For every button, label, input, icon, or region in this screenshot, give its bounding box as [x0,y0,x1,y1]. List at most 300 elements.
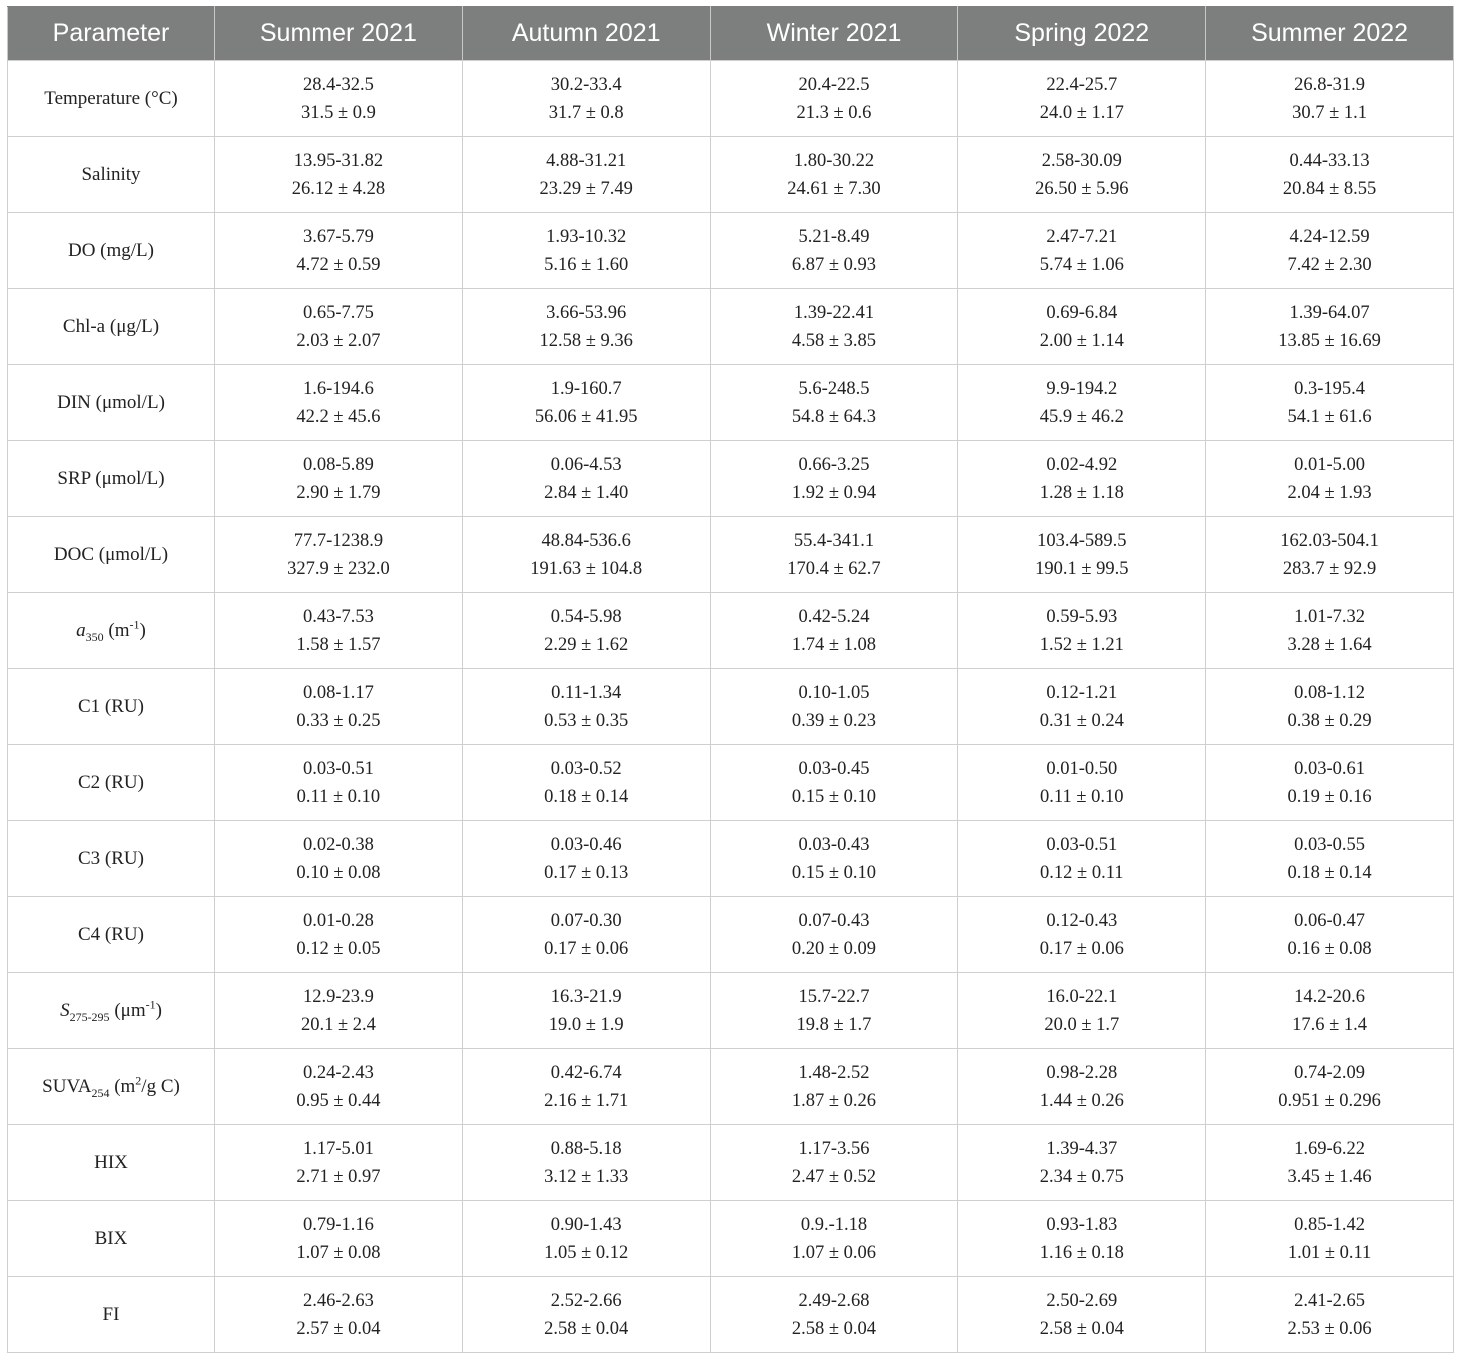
value-mean-sd: 0.19 ± 0.16 [1287,786,1372,807]
parameter-label-main: DIN (μmol/L) [57,391,165,413]
value-range: 0.43-7.53 [302,606,374,627]
value-mean-sd: 5.16 ± 1.60 [544,254,629,275]
value-mean-sd: 54.1 ± 61.6 [1287,406,1372,427]
value-mean-sd: 5.74 ± 1.06 [1039,254,1124,275]
value-mean-sd: 0.12 ± 0.05 [296,938,381,959]
value-cell [1206,1277,1454,1353]
value-cell [215,441,463,517]
value-mean-sd: 6.87 ± 0.93 [791,254,877,275]
value-range: 1.69-6.22 [1294,1138,1366,1159]
value-range: 5.6-248.5 [798,378,870,399]
table-row [8,1201,1454,1277]
value-mean-sd: 19.0 ± 1.9 [548,1014,624,1035]
value-range: 48.84-536.6 [541,530,631,551]
value-range: 2.49-2.68 [798,1290,870,1311]
parameter-label [8,61,215,137]
value-cell [215,1201,463,1277]
parameter-label-main: C4 (RU) [78,923,144,945]
value-range: 1.93-10.32 [546,226,627,247]
value-cell [958,517,1206,593]
value-range: 2.50-2.69 [1046,1290,1118,1311]
parameter-label [8,517,215,593]
value-cell [215,517,463,593]
value-mean-sd: 0.12 ± 0.11 [1040,862,1124,883]
value-cell [958,441,1206,517]
value-cell [462,973,710,1049]
value-cell [710,593,958,669]
table-row [8,821,1454,897]
value-cell [462,517,710,593]
value-mean-sd: 42.2 ± 45.6 [296,406,381,427]
value-mean-sd: 2.00 ± 1.14 [1039,330,1124,351]
value-range: 0.08-1.12 [1294,682,1366,703]
value-mean-sd: 0.11 ± 0.10 [296,786,381,807]
value-cell [958,593,1206,669]
value-cell [462,1125,710,1201]
value-mean-sd: 2.90 ± 1.79 [296,482,381,503]
value-range: 0.01-0.50 [1046,758,1118,779]
value-cell [215,1125,463,1201]
value-mean-sd: 31.5 ± 0.9 [300,102,376,123]
value-mean-sd: 327.9 ± 232.0 [287,558,390,579]
value-cell [1206,593,1454,669]
parameter-label [8,897,215,973]
value-range: 0.88-5.18 [550,1138,622,1159]
value-cell [1206,1125,1454,1201]
table-row [8,669,1454,745]
value-cell [710,1049,958,1125]
value-cell [462,1201,710,1277]
value-range: 0.12-1.21 [1046,682,1118,703]
value-mean-sd: 2.03 ± 2.07 [296,330,381,351]
value-mean-sd: 1.05 ± 0.12 [544,1242,629,1263]
table-row [8,897,1454,973]
value-range: 0.59-5.93 [1046,606,1118,627]
value-cell [215,897,463,973]
value-range: 0.02-4.92 [1046,454,1118,475]
value-range: 2.41-2.65 [1294,1290,1366,1311]
value-mean-sd: 1.28 ± 1.18 [1039,482,1124,503]
value-cell [710,669,958,745]
value-cell [710,1125,958,1201]
value-cell [710,365,958,441]
value-range: 2.58-30.09 [1041,150,1122,171]
value-range: 0.03-0.51 [1046,834,1118,855]
parameter-label [8,593,215,669]
value-range: 0.93-1.83 [1046,1214,1118,1235]
value-range: 0.03-0.45 [798,758,870,779]
value-range: 0.54-5.98 [550,606,622,627]
value-cell [215,669,463,745]
value-range: 1.80-30.22 [793,150,875,171]
value-cell [462,1277,710,1353]
value-cell [958,289,1206,365]
value-range: 0.01-0.28 [302,910,374,931]
value-range: 3.66-53.96 [546,302,627,323]
value-cell [462,213,710,289]
value-cell [710,61,958,137]
value-cell [1206,1201,1454,1277]
value-range: 1.17-5.01 [302,1138,374,1159]
value-range: 0.85-1.42 [1294,1214,1366,1235]
value-cell [215,213,463,289]
value-mean-sd: 4.72 ± 0.59 [296,254,381,275]
value-range: 2.52-2.66 [550,1290,622,1311]
value-range: 0.65-7.75 [302,302,374,323]
parameter-label-main: FI [102,1303,120,1325]
value-cell [710,745,958,821]
value-mean-sd: 1.92 ± 0.94 [791,482,877,503]
value-range: 1.01-7.32 [1294,606,1366,627]
value-mean-sd: 2.53 ± 0.06 [1287,1318,1372,1339]
value-mean-sd: 45.9 ± 46.2 [1039,406,1124,427]
value-cell [462,441,710,517]
parameter-label [8,441,215,517]
value-range: 1.17-3.56 [798,1138,870,1159]
value-mean-sd: 1.52 ± 1.21 [1039,634,1124,655]
value-range: 15.7-22.7 [798,986,870,1007]
value-mean-sd: 170.4 ± 62.7 [787,558,881,579]
table-row [8,61,1454,137]
value-range: 1.39-64.07 [1289,302,1370,323]
value-cell [958,1277,1206,1353]
value-mean-sd: 20.0 ± 1.7 [1044,1014,1120,1035]
value-cell [462,745,710,821]
value-cell [958,1049,1206,1125]
value-range: 0.01-5.00 [1294,454,1366,475]
value-mean-sd: 3.28 ± 1.64 [1287,634,1372,655]
parameter-label-tail: ) [155,999,162,1021]
value-mean-sd: 12.58 ± 9.36 [539,330,633,351]
value-range: 0.90-1.43 [550,1214,622,1235]
value-mean-sd: 0.11 ± 0.10 [1040,786,1124,807]
column-header-season: Autumn 2021 [462,7,710,61]
value-mean-sd: 24.0 ± 1.17 [1039,102,1124,123]
value-mean-sd: 3.12 ± 1.33 [544,1166,629,1187]
parameter-label [8,213,215,289]
value-range: 1.6-194.6 [302,378,374,399]
table-body [8,61,1454,1353]
value-range: 30.2-33.4 [550,74,622,95]
value-range: 77.7-1238.9 [293,530,384,551]
value-range: 16.0-22.1 [1046,986,1118,1007]
value-range: 0.11-1.34 [551,682,622,703]
value-cell [710,1277,958,1353]
value-mean-sd: 191.63 ± 104.8 [530,558,643,579]
column-header-parameter: Parameter [8,7,215,61]
value-mean-sd: 1.07 ± 0.08 [296,1242,381,1263]
value-mean-sd: 0.951 ± 0.296 [1278,1090,1381,1111]
value-range: 0.07-0.43 [798,910,870,931]
value-range: 55.4-341.1 [793,530,875,551]
value-mean-sd: 56.06 ± 41.95 [534,406,638,427]
value-range: 4.88-31.21 [546,150,627,171]
value-range: 1.39-22.41 [793,302,875,323]
value-range: 1.9-160.7 [550,378,622,399]
value-range: 0.03-0.52 [550,758,622,779]
table-row [8,517,1454,593]
value-range: 2.47-7.21 [1046,226,1118,247]
value-mean-sd: 0.95 ± 0.44 [296,1090,381,1111]
parameter-label-tail: ) [139,619,146,641]
value-mean-sd: 0.38 ± 0.29 [1287,710,1372,731]
value-range: 0.03-0.55 [1294,834,1366,855]
value-cell [710,441,958,517]
parameter-label-italic: a [76,619,86,641]
value-cell [215,593,463,669]
value-mean-sd: 20.1 ± 2.4 [300,1014,376,1035]
value-mean-sd: 283.7 ± 92.9 [1282,558,1377,579]
value-range: 0.10-1.05 [798,682,870,703]
value-mean-sd: 2.16 ± 1.71 [544,1090,629,1111]
value-range: 9.9-194.2 [1046,378,1118,399]
parameter-label-main: (m [103,619,130,641]
value-cell [215,973,463,1049]
value-cell [958,1125,1206,1201]
value-range: 28.4-32.5 [302,74,374,95]
value-cell [215,745,463,821]
value-cell [462,365,710,441]
parameter-label-main: C2 (RU) [78,771,144,793]
value-mean-sd: 2.34 ± 0.75 [1039,1166,1124,1187]
value-range: 0.3-195.4 [1294,378,1366,399]
value-mean-sd: 3.45 ± 1.46 [1287,1166,1372,1187]
value-cell [1206,897,1454,973]
parameter-label-main: (m [109,1075,136,1097]
value-mean-sd: 54.8 ± 64.3 [791,406,877,427]
value-cell [462,593,710,669]
value-cell [462,821,710,897]
table-row [8,137,1454,213]
value-cell [215,61,463,137]
value-range: 0.06-0.47 [1294,910,1366,931]
value-range: 0.03-0.51 [302,758,374,779]
seasonal-parameter-table [7,6,1454,1353]
value-range: 22.4-25.7 [1046,74,1118,95]
value-range: 5.21-8.49 [798,226,870,247]
value-cell [958,365,1206,441]
parameter-label [8,1049,215,1125]
value-cell [462,669,710,745]
column-header-season: Summer 2021 [215,7,463,61]
value-cell [710,213,958,289]
value-mean-sd: 4.58 ± 3.85 [791,330,877,351]
value-range: 0.42-5.24 [798,606,870,627]
parameter-label-main: Chl-a (μg/L) [62,315,160,337]
value-range: 162.03-504.1 [1280,530,1379,551]
header-row [8,7,1454,61]
value-cell [710,1201,958,1277]
value-range: 0.66-3.25 [798,454,870,475]
value-range: 0.08-1.17 [302,682,374,703]
table-row [8,213,1454,289]
value-cell [1206,289,1454,365]
value-range: 16.3-21.9 [550,986,622,1007]
value-mean-sd: 26.50 ± 5.96 [1035,178,1129,199]
parameter-label-sup: -1 [145,997,156,1012]
value-range: 20.4-22.5 [798,74,870,95]
value-mean-sd: 190.1 ± 99.5 [1035,558,1129,579]
value-mean-sd: 23.29 ± 7.49 [539,178,633,199]
value-range: 13.95-31.82 [293,150,384,171]
value-range: 1.39-4.37 [1046,1138,1118,1159]
parameter-label-main: SRP (μmol/L) [57,467,165,489]
value-mean-sd: 0.17 ± 0.06 [1039,938,1124,959]
value-cell [958,745,1206,821]
table-row [8,1125,1454,1201]
value-mean-sd: 1.44 ± 0.26 [1039,1090,1124,1111]
value-range: 0.07-0.30 [550,910,622,931]
value-mean-sd: 1.01 ± 0.11 [1287,1242,1372,1263]
value-cell [710,897,958,973]
value-cell [215,365,463,441]
value-cell [215,137,463,213]
parameter-label [8,669,215,745]
parameter-label [8,1125,215,1201]
value-range: 0.74-2.09 [1294,1062,1366,1083]
value-mean-sd: 19.8 ± 1.7 [796,1014,872,1035]
value-cell [710,137,958,213]
parameter-label [8,289,215,365]
parameter-label-main: DO (mg/L) [67,239,154,261]
value-range: 0.24-2.43 [302,1062,374,1083]
value-range: 0.42-6.74 [550,1062,622,1083]
value-mean-sd: 0.10 ± 0.08 [296,862,381,883]
value-cell [462,137,710,213]
parameter-label [8,365,215,441]
parameter-label-main: C1 (RU) [78,695,144,717]
value-range: 12.9-23.9 [302,986,374,1007]
value-range: 0.9.-1.18 [800,1214,868,1235]
value-range: 26.8-31.9 [1294,74,1366,95]
value-mean-sd: 0.16 ± 0.08 [1287,938,1372,959]
value-range: 0.79-1.16 [302,1214,374,1235]
value-cell [958,61,1206,137]
value-range: 0.12-0.43 [1046,910,1118,931]
parameter-label-sub: 350 [85,629,104,644]
parameter-label-main: C3 (RU) [78,847,144,869]
column-header-season: Spring 2022 [958,7,1206,61]
value-mean-sd: 30.7 ± 1.1 [1292,102,1368,123]
value-range: 14.2-20.6 [1294,986,1366,1007]
parameter-label-main: BIX [94,1227,128,1249]
value-mean-sd: 0.53 ± 0.35 [544,710,629,731]
value-range: 0.06-4.53 [550,454,622,475]
value-range: 3.67-5.79 [302,226,374,247]
value-cell [1206,745,1454,821]
value-mean-sd: 2.47 ± 0.52 [791,1166,877,1187]
parameter-label-main: Temperature (°C) [44,87,178,109]
value-cell [462,897,710,973]
table-row [8,593,1454,669]
value-cell [710,289,958,365]
parameter-label [8,1201,215,1277]
value-mean-sd: 1.87 ± 0.26 [791,1090,877,1111]
value-mean-sd: 24.61 ± 7.30 [787,178,881,199]
value-cell [1206,669,1454,745]
value-cell [710,517,958,593]
column-header-season: Summer 2022 [1206,7,1454,61]
value-range: 4.24-12.59 [1289,226,1370,247]
value-mean-sd: 0.39 ± 0.23 [791,710,877,731]
table-header [8,7,1454,61]
value-cell [1206,821,1454,897]
column-header-season: Winter 2021 [710,7,958,61]
value-mean-sd: 0.18 ± 0.14 [544,786,629,807]
value-mean-sd: 0.15 ± 0.10 [791,862,877,883]
value-range: 0.03-0.46 [550,834,622,855]
parameter-label [8,745,215,821]
table-row [8,289,1454,365]
value-cell [1206,137,1454,213]
value-cell [958,897,1206,973]
value-mean-sd: 2.57 ± 0.04 [296,1318,381,1339]
value-cell [1206,441,1454,517]
value-cell [215,1277,463,1353]
value-cell [462,289,710,365]
value-cell [958,973,1206,1049]
value-cell [1206,61,1454,137]
value-cell [958,1201,1206,1277]
value-mean-sd: 0.17 ± 0.06 [544,938,629,959]
parameter-label-sub: 275-295 [69,1009,110,1024]
value-cell [958,821,1206,897]
parameter-label-sup: 2 [135,1073,142,1088]
value-cell [462,1049,710,1125]
parameter-label-main: HIX [94,1151,128,1173]
value-cell [710,821,958,897]
value-range: 0.03-0.43 [798,834,870,855]
value-range: 1.48-2.52 [798,1062,870,1083]
parameter-label-italic: S [60,999,70,1021]
parameter-label [8,1277,215,1353]
table-row [8,365,1454,441]
value-mean-sd: 1.07 ± 0.06 [791,1242,877,1263]
value-cell [1206,1049,1454,1125]
parameter-label-sup: -1 [129,617,140,632]
value-mean-sd: 2.29 ± 1.62 [544,634,629,655]
value-cell [1206,213,1454,289]
value-mean-sd: 2.58 ± 0.04 [791,1318,877,1339]
value-cell [710,973,958,1049]
value-mean-sd: 1.58 ± 1.57 [296,634,381,655]
table-row [8,745,1454,821]
parameter-label-sub: 254 [91,1085,110,1100]
value-mean-sd: 2.58 ± 0.04 [544,1318,629,1339]
value-cell [1206,517,1454,593]
value-mean-sd: 1.74 ± 1.08 [791,634,877,655]
value-range: 2.46-2.63 [302,1290,374,1311]
parameter-label-main: Salinity [81,163,141,185]
parameter-label-main: DOC (μmol/L) [53,543,169,565]
value-mean-sd: 0.18 ± 0.14 [1287,862,1372,883]
value-range: 0.98-2.28 [1046,1062,1118,1083]
value-mean-sd: 1.16 ± 0.18 [1039,1242,1124,1263]
value-cell [462,61,710,137]
value-cell [215,289,463,365]
value-mean-sd: 2.58 ± 0.04 [1039,1318,1124,1339]
value-mean-sd: 17.6 ± 1.4 [1292,1014,1368,1035]
value-mean-sd: 13.85 ± 16.69 [1278,330,1381,351]
value-mean-sd: 2.71 ± 0.97 [296,1166,381,1187]
value-range: 0.44-33.13 [1289,150,1370,171]
value-range: 0.69-6.84 [1046,302,1118,323]
value-range: 0.08-5.89 [302,454,374,475]
parameter-label [8,821,215,897]
value-cell [1206,973,1454,1049]
value-mean-sd: 0.17 ± 0.13 [544,862,629,883]
value-mean-sd: 2.84 ± 1.40 [544,482,629,503]
